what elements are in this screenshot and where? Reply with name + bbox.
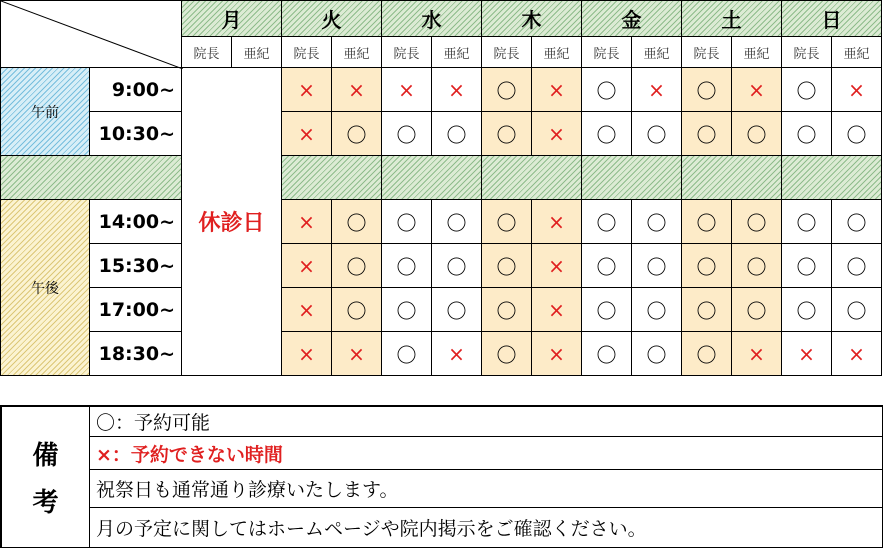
- slot-mark: ×: [532, 288, 582, 332]
- note-unavailable: ×：予約できない時間: [90, 437, 883, 470]
- closed-day-label: 休診日: [182, 68, 282, 376]
- day-header-1: 火: [282, 0, 382, 37]
- lunch-cell-1: [282, 156, 382, 200]
- slot-mark: 〇: [582, 332, 632, 376]
- doctor-header-1-1: 亜紀: [332, 37, 382, 68]
- slot-mark: 〇: [432, 244, 482, 288]
- slot-mark: ×: [532, 112, 582, 156]
- slot-mark: 〇: [682, 68, 732, 112]
- day-header-0: 月: [182, 0, 282, 37]
- slot-mark: ×: [432, 332, 482, 376]
- slot-mark: ×: [832, 68, 882, 112]
- slot-mark: 〇: [832, 244, 882, 288]
- doctor-header-2-1: 亜紀: [432, 37, 482, 68]
- doctor-header-3-1: 亜紀: [532, 37, 582, 68]
- slot-mark: ×: [632, 68, 682, 112]
- notes-label-bottom: 考: [32, 488, 59, 518]
- time-label-1: 10:30~: [90, 112, 182, 156]
- time-label-0: 9:00~: [90, 68, 182, 112]
- slot-mark: 〇: [632, 200, 682, 244]
- time-label-5: 18:30~: [90, 332, 182, 376]
- slot-mark: 〇: [732, 112, 782, 156]
- slot-mark: 〇: [782, 200, 832, 244]
- slot-mark: ×: [282, 288, 332, 332]
- slot-mark: 〇: [482, 288, 532, 332]
- slot-mark: 〇: [682, 244, 732, 288]
- slot-mark: 〇: [332, 244, 382, 288]
- slot-mark: 〇: [632, 332, 682, 376]
- slot-mark: ×: [282, 112, 332, 156]
- slot-mark: 〇: [382, 112, 432, 156]
- notes-label: [0, 405, 90, 548]
- doctor-header-0-1: 亜紀: [232, 37, 282, 68]
- slot-mark: 〇: [782, 244, 832, 288]
- slot-mark: 〇: [482, 112, 532, 156]
- slot-mark: 〇: [432, 112, 482, 156]
- slot-mark: ×: [282, 332, 332, 376]
- slot-mark: 〇: [832, 288, 882, 332]
- slot-mark: ×: [532, 244, 582, 288]
- slot-mark: 〇: [382, 244, 432, 288]
- slot-mark: 〇: [582, 244, 632, 288]
- slot-mark: 〇: [782, 68, 832, 112]
- slot-mark: 〇: [482, 200, 532, 244]
- slot-mark: ×: [282, 244, 332, 288]
- lunch-cell-2: [382, 156, 482, 200]
- slot-mark: 〇: [832, 200, 882, 244]
- slot-mark: 〇: [582, 68, 632, 112]
- slot-mark: ×: [282, 68, 332, 112]
- lunch-cell-3: [482, 156, 582, 200]
- slot-mark: ×: [532, 200, 582, 244]
- slot-mark: ×: [532, 332, 582, 376]
- slot-mark: 〇: [632, 288, 682, 332]
- slot-mark: 〇: [682, 288, 732, 332]
- slot-mark: ×: [832, 332, 882, 376]
- slot-mark: 〇: [382, 288, 432, 332]
- slot-mark: ×: [282, 200, 332, 244]
- doctor-header-4-1: 亜紀: [632, 37, 682, 68]
- slot-mark: 〇: [582, 112, 632, 156]
- day-header-6: 日: [782, 0, 882, 37]
- doctor-header-5-0: 院長: [682, 37, 732, 68]
- slot-mark: 〇: [782, 288, 832, 332]
- slot-mark: 〇: [732, 244, 782, 288]
- doctor-header-5-1: 亜紀: [732, 37, 782, 68]
- slot-mark: ×: [532, 68, 582, 112]
- slot-mark: 〇: [682, 112, 732, 156]
- time-label-2: 14:00~: [90, 200, 182, 244]
- slot-mark: ×: [332, 68, 382, 112]
- lunch-cell-5: [682, 156, 782, 200]
- slot-mark: 〇: [582, 288, 632, 332]
- slot-mark: 〇: [682, 200, 732, 244]
- slot-mark: 〇: [332, 288, 382, 332]
- slot-mark: 〇: [332, 200, 382, 244]
- lunch-break-row: [0, 156, 182, 200]
- time-label-3: 15:30~: [90, 244, 182, 288]
- lunch-cell-6: [782, 156, 882, 200]
- slot-mark: ×: [432, 68, 482, 112]
- note-available: 〇：予約可能: [90, 405, 883, 437]
- doctor-header-1-0: 院長: [282, 37, 332, 68]
- corner-header: [0, 0, 182, 68]
- slot-mark: 〇: [332, 112, 382, 156]
- slot-mark: ×: [732, 68, 782, 112]
- period-morning: 午前: [0, 68, 90, 156]
- time-label-4: 17:00~: [90, 288, 182, 332]
- slot-mark: 〇: [432, 200, 482, 244]
- note-holidays: 祝祭日も通常通り診療いたします。: [90, 470, 883, 508]
- slot-mark: 〇: [832, 112, 882, 156]
- day-header-3: 木: [482, 0, 582, 37]
- period-afternoon: 午後: [0, 200, 90, 376]
- slot-mark: ×: [732, 332, 782, 376]
- day-header-5: 土: [682, 0, 782, 37]
- doctor-header-3-0: 院長: [482, 37, 532, 68]
- note-monthly-schedule: 月の予定に関してはホームページや院内掲示をご確認ください。: [90, 508, 883, 548]
- slot-mark: 〇: [782, 112, 832, 156]
- diagonal-line: [1, 1, 183, 69]
- slot-mark: 〇: [732, 200, 782, 244]
- doctor-header-2-0: 院長: [382, 37, 432, 68]
- slot-mark: 〇: [432, 288, 482, 332]
- slot-mark: 〇: [582, 200, 632, 244]
- doctor-header-6-0: 院長: [782, 37, 832, 68]
- slot-mark: 〇: [482, 68, 532, 112]
- slot-mark: 〇: [382, 200, 432, 244]
- doctor-header-4-0: 院長: [582, 37, 632, 68]
- day-header-4: 金: [582, 0, 682, 37]
- slot-mark: 〇: [682, 332, 732, 376]
- day-header-2: 水: [382, 0, 482, 37]
- slot-mark: 〇: [482, 332, 532, 376]
- slot-mark: ×: [382, 68, 432, 112]
- slot-mark: 〇: [732, 288, 782, 332]
- slot-mark: 〇: [382, 332, 432, 376]
- slot-mark: 〇: [632, 112, 682, 156]
- slot-mark: 〇: [632, 244, 682, 288]
- lunch-cell-4: [582, 156, 682, 200]
- slot-mark: ×: [332, 332, 382, 376]
- slot-mark: ×: [782, 332, 832, 376]
- slot-mark: 〇: [482, 244, 532, 288]
- doctor-header-6-1: 亜紀: [832, 37, 882, 68]
- notes-label-top: 備: [32, 441, 59, 471]
- doctor-header-0-0: 院長: [182, 37, 232, 68]
